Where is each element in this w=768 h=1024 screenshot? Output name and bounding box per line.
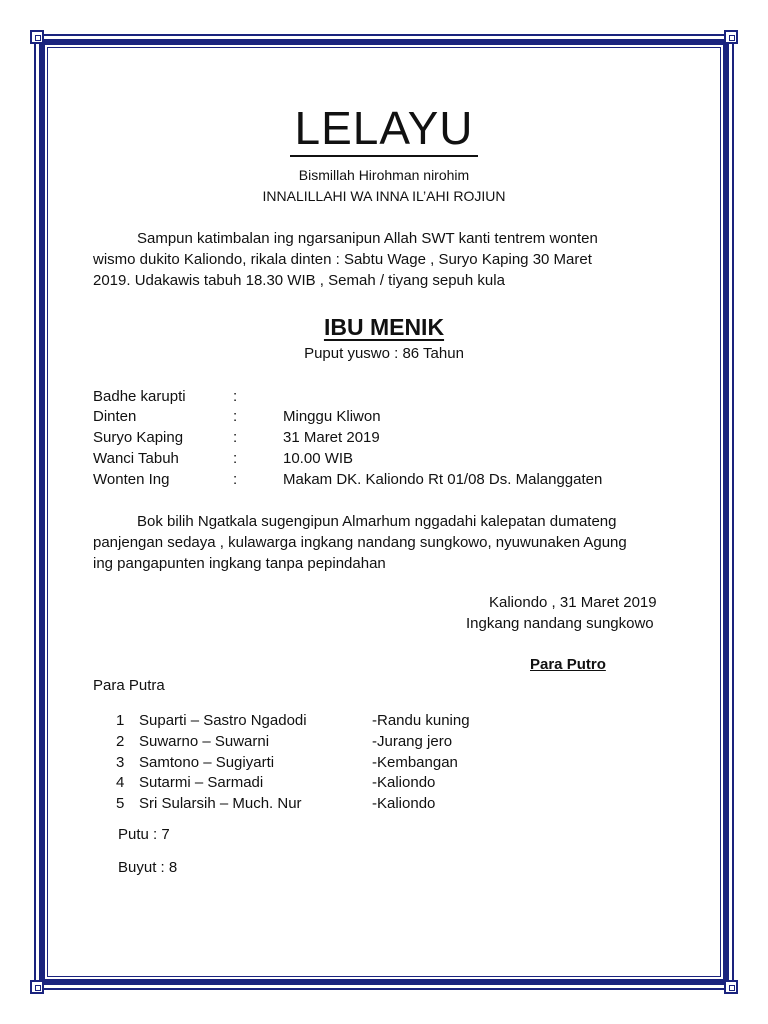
place-date: Kaliondo , 31 Maret 2019	[489, 594, 657, 611]
intro-line-1: Sampun katimbalan ing ngarsanipun Allah SWT kanti tentrem wonten	[137, 230, 598, 247]
detail-label: Wonten Ing	[93, 471, 170, 488]
child-number: 2	[116, 733, 125, 750]
detail-colon: :	[233, 429, 238, 446]
corner-ornament-bottom-left	[30, 980, 44, 994]
detail-colon: :	[233, 450, 238, 467]
apology-line-1: Bok bilih Ngatkala sugengipun Almarhum nggadahi kalepatan dumateng	[137, 513, 617, 530]
detail-row	[93, 386, 283, 407]
putu-count: Putu : 7	[118, 826, 170, 843]
child-number: 3	[116, 754, 125, 771]
child-row	[116, 793, 435, 814]
para-putro-heading: Para Putro	[530, 656, 606, 673]
buyut-count: Buyut : 8	[118, 859, 178, 876]
child-number: 1	[116, 712, 125, 729]
child-row	[116, 752, 458, 773]
innalillahi-line: INNALILLAHI WA INNA IL’AHI ROJIUN	[262, 188, 506, 204]
detail-row	[93, 406, 381, 427]
deceased-name: IBU MENIK	[323, 314, 445, 340]
detail-label: Badhe karupti	[93, 388, 186, 405]
child-couple: Sri Sularsih – Much. Nur	[139, 795, 302, 812]
age-line: Puput yuswo : 86 Tahun	[304, 345, 464, 362]
apology-line-2: panjengan sedaya , kulawarga ingkang nandang sungkowo, nyuwunaken Agung	[93, 534, 627, 551]
detail-value: 10.00 WIB	[283, 450, 354, 467]
detail-colon: :	[233, 471, 238, 488]
child-row	[116, 772, 435, 793]
bismillah-line: Bismillah Hirohman nirohim	[298, 167, 470, 183]
detail-label: Wanci Tabuh	[93, 450, 179, 467]
intro-paragraph	[93, 228, 675, 291]
detail-row	[93, 469, 602, 490]
child-place: -Kembangan	[372, 754, 458, 771]
detail-colon: :	[233, 408, 238, 425]
intro-line-3: 2019. Udakawis tabuh 18.30 WIB , Semah / tiyang sepuh kula	[93, 272, 505, 289]
child-couple: Suparti – Sastro Ngadodi	[139, 712, 307, 729]
child-place: -Jurang jero	[372, 733, 453, 750]
mourner-line: Ingkang nandang sungkowo	[466, 615, 654, 632]
document-title: LELAYU	[294, 102, 474, 154]
child-couple: Suwarno – Suwarni	[139, 733, 270, 750]
child-row	[116, 710, 470, 731]
child-couple: Sutarmi – Sarmadi	[139, 774, 264, 791]
apology-paragraph	[93, 511, 675, 574]
corner-ornament-top-right	[724, 30, 738, 44]
detail-value: Makam DK. Kaliondo Rt 01/08 Ds. Malanggaten	[283, 471, 603, 488]
detail-row	[93, 448, 353, 469]
detail-row	[93, 427, 380, 448]
child-place: -Randu kuning	[372, 712, 470, 729]
detail-label: Suryo Kaping	[93, 429, 184, 446]
intro-line-2: wismo dukito Kaliondo, rikala dinten : Sabtu Wage , Suryo Kaping 30 Maret	[93, 251, 592, 268]
para-putra-heading: Para Putra	[93, 677, 165, 694]
title-underline	[290, 155, 478, 157]
child-couple: Samtono – Sugiyarti	[139, 754, 275, 771]
child-number: 5	[116, 795, 125, 812]
detail-value: 31 Maret 2019	[283, 429, 380, 446]
corner-ornament-top-left	[30, 30, 44, 44]
child-place: -Kaliondo	[372, 795, 436, 812]
detail-colon: :	[233, 388, 238, 405]
child-number: 4	[116, 774, 125, 791]
detail-label: Dinten	[93, 408, 137, 425]
corner-ornament-bottom-right	[724, 980, 738, 994]
apology-line-3: ing pangapunten ingkang tanpa pepindahan	[93, 555, 386, 572]
detail-value: Minggu Kliwon	[283, 408, 381, 425]
child-row	[116, 731, 452, 752]
child-place: -Kaliondo	[372, 774, 436, 791]
